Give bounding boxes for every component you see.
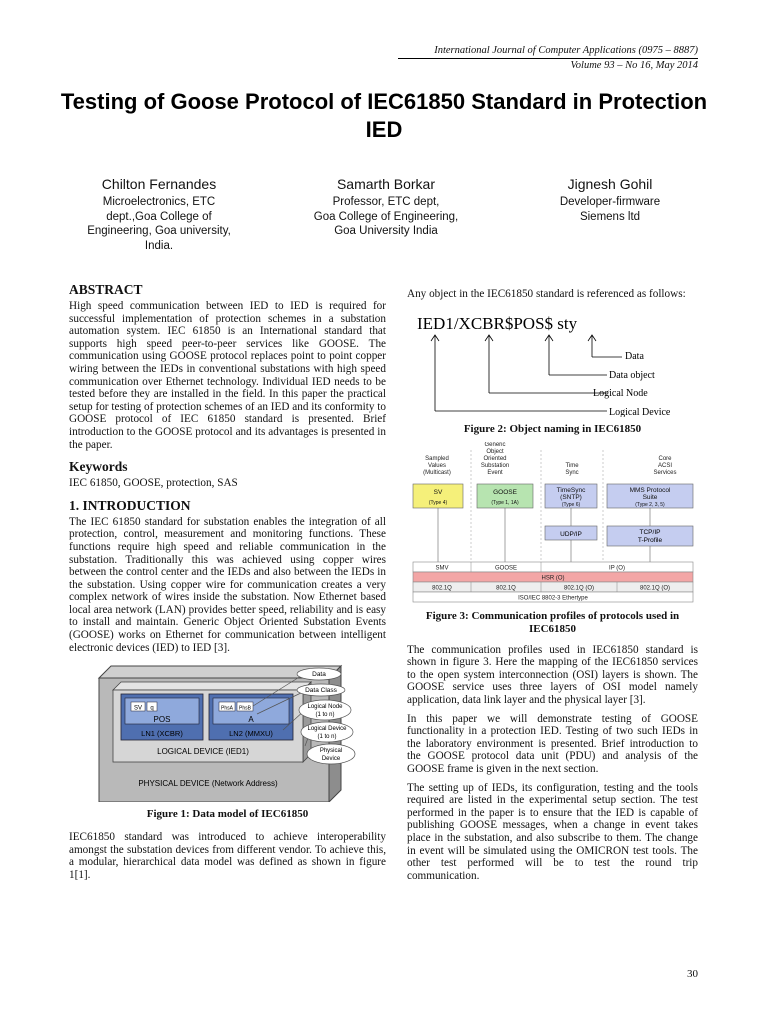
fig3-top-core-3: Services	[653, 469, 677, 476]
right-column	[407, 288, 698, 888]
object-reference-intro: Any object in the IEC61850 standard is referenced as follows:	[407, 288, 686, 300]
page-number: 30	[687, 968, 698, 980]
fig3-top-time-2: Sync	[565, 469, 579, 476]
fig1-label-phsb: PhsB	[238, 705, 251, 712]
fig3-box-sv-type: (Type 4)	[428, 499, 448, 506]
left-column	[69, 282, 386, 888]
abstract-text: High speed communication between IED to IED is required for successful implementation of protection schemes in a substation automation system. IEC 61850 is an International standard that supports high speed peer-to-peer services like GOOSE. The communication using GOOSE protocol replaces point to point copper wiring between the IEDs in conventional substations with high speed communication over Ethernet technology. Individual IED needs to be tested before they are installed in the field. In this paper the practical setup for testing of protection schemes of an IED and its conformity to GOOSE protocol of IEC 61850 standard is presented. Brief introduction to the GOOSE protocol and its advantages is presented in the paper.	[69, 300, 386, 451]
fig3-box-timesync: TimeSync	[556, 486, 586, 494]
figure-2-caption: Figure 2: Object naming in IEC61850	[463, 422, 642, 435]
author-affiliation-line: Engineering, Goa university,	[87, 225, 231, 237]
fig3-top-core-2: ACSI	[657, 462, 673, 469]
fig3-layer-ip: IP (O)	[609, 565, 625, 572]
fig3-box-mms-type: (Type 2, 3, 5)	[635, 501, 665, 508]
fig1-callout-1-to-n-a: (1 to n)	[314, 712, 335, 719]
fig3-layer-goose: GOOSE	[494, 565, 518, 572]
fig1-label-phsa: PhsA	[220, 705, 233, 712]
author-affiliation-line: Professor, ETC dept,	[332, 196, 440, 208]
fig3-box-tprofile: T-Profile	[637, 536, 663, 544]
author-1	[60, 175, 258, 253]
fig1-callout-data: Data	[311, 671, 326, 679]
fig1-label-ln1: LN1 (XCBR)	[140, 729, 183, 739]
author-affiliation-line: Goa College of Engineering,	[313, 210, 459, 223]
author-name: Samarth Borkar	[336, 176, 436, 192]
keywords-heading: Keywords	[69, 459, 128, 475]
body-paragraph: The communication profiles used in IEC61850 standard is shown in figure 3. Here the mapping of the IEC61850 services to the open system interconnection (OSI) layers is shown. The GOOSE service uses three layers of OSI model namely application, data link layer and the physical layer [3].	[407, 643, 698, 706]
fig2-reference-string: IED1/XCBR$POS$ sty	[417, 313, 578, 333]
body-paragraph: The setting up of IEDs, its configuration, testing and the tools required are listed in the experimental setup section. The test performed in the paper is to ensure that the IED is capable of publishing GOOSE messages, when a change in event takes place in the substation, and also subscribe to them. The change in event will be simulated using the OMICRON test tools. The other test performed will be to test the round trip communication.	[407, 781, 698, 882]
fig3-layer-q4: 802.1Q (O)	[639, 585, 671, 592]
fig2-label-data-object: Data object	[609, 369, 655, 381]
author-2	[288, 175, 484, 239]
fig1-callout-logical-device: Logical Device	[306, 726, 347, 733]
fig3-layer-q3: 802.1Q (O)	[563, 585, 595, 592]
fig1-label-pos: POS	[153, 715, 170, 725]
fig2-label-logical-node: Logical Node	[593, 387, 648, 399]
author-affiliation-line: dept.,Goa College of	[106, 210, 212, 223]
fig3-box-sv: SV	[433, 488, 443, 496]
author-name: Jignesh Gohil	[567, 176, 653, 192]
fig3-top-goose-4: Substation	[480, 462, 510, 469]
fig1-callout-logical-node: Logical Node	[306, 704, 343, 711]
fig1-label-q: q	[149, 705, 154, 712]
abstract-heading: ABSTRACT	[69, 282, 143, 297]
figure-1-caption: Figure 1: Data model of IEC61850	[146, 808, 309, 821]
fig3-top-time-1: Time	[565, 462, 579, 469]
figure-1-data-model	[93, 662, 363, 802]
fig2-label-logical-device: Logical Device	[609, 406, 671, 417]
journal-volume: Volume 93 – No 16, May 2014	[570, 60, 698, 71]
fig3-box-udp: UDP/IP	[560, 530, 582, 538]
author-affiliation-line: Developer-firmware	[559, 196, 661, 208]
fig3-layer-smv: SMV	[435, 565, 449, 572]
fig3-top-sampled-1: Sampled	[425, 455, 449, 462]
fig3-layer-q1: 802.1Q	[432, 585, 452, 592]
journal-header	[398, 44, 698, 72]
fig3-top-core-1: Core	[658, 455, 672, 462]
fig3-top-goose-3: Oriented	[483, 455, 507, 462]
fig1-label-sv: SV	[133, 705, 142, 712]
fig1-label-ln2: LN2 (MMXU)	[228, 729, 273, 739]
fig3-box-sntp: (SNTP)	[560, 493, 582, 501]
fig2-label-data: Data	[625, 350, 644, 362]
fig3-layer-ethertype: ISO/IEC 8802-3 Ethertype	[518, 595, 588, 602]
author-affiliation-line: Goa University India	[334, 225, 438, 237]
fig3-layer-hsr: HSR (O)	[541, 575, 565, 582]
keywords-text: IEC 61850, GOOSE, protection, SAS	[69, 477, 238, 490]
body-paragraph: In this paper we will demonstrate testing of GOOSE functionality in a protection IED. Testing of two such IEDs in the laboratory environment is presented. Brief introduction to the GOOSE protocol data unit (PDU) and analysis of the GOOSE frame is given in the next section.	[407, 712, 698, 775]
author-affiliation-line: Microelectronics, ETC	[102, 196, 216, 208]
fig1-callout-device: Device	[321, 756, 340, 763]
fig1-callout-physical: Physical	[319, 748, 342, 755]
author-affiliation-line: India.	[144, 239, 174, 252]
fig3-layer-q2: 802.1Q	[496, 585, 516, 592]
journal-name: International Journal of Computer Applications (0975 – 8887)	[434, 45, 698, 56]
paper-title: Testing of Goose Protocol of IEC61850 Standard in Protection IED	[60, 89, 708, 142]
fig3-top-sampled-2: Values	[428, 462, 446, 469]
fig1-callout-data-class: Data Class	[304, 687, 337, 695]
introduction-heading: 1. INTRODUCTION	[69, 497, 191, 513]
fig1-label-physical-device: PHYSICAL DEVICE (Network Address)	[137, 779, 278, 789]
fig3-box-mms: MMS Protocol	[629, 486, 671, 494]
after-figure-1-text: IEC61850 standard was introduced to achieve interoperability amongst the substation devices from different vendor. To achieve this, a modular, hierarchical data model was defined as shown in figure 1[1].	[69, 831, 386, 882]
introduction-text: The IEC 61850 standard for substation enables the integration of all protection, control, measurement and monitoring functions. These functions require high speed and reliable communication in the substation. Traditionally this was achieved using copper wires between the control center and the IEDs and also between the IEDs in the substation. Using copper wire for communication creates a very complex network of wires inside the substation. Now Ethernet based local area network (LAN) provides better speed, reliability and is easy to install and maintain. Generic Object Oriented Substation Events (GOOSE) works on Ethernet for communication between intelligent electronic devices (IED) to IED [3].	[69, 515, 386, 654]
fig3-box-goose: GOOSE	[493, 488, 517, 496]
fig1-label-a: A	[247, 715, 254, 725]
fig3-top-goose-1: Generic	[484, 441, 506, 448]
author-name: Chilton Fernandes	[101, 176, 217, 192]
fig3-top-goose-5: Event	[487, 469, 503, 476]
fig1-label-logical-device: LOGICAL DEVICE (IED1)	[156, 747, 249, 757]
figure-2-object-naming	[407, 307, 698, 417]
figure-3-communication-profiles	[407, 442, 698, 604]
fig3-box-goose-type: (Type 1, 1A)	[491, 499, 519, 506]
fig3-box-ts-type: (Type 6)	[561, 501, 581, 508]
author-affiliation-line: Siemens ltd	[579, 210, 641, 223]
fig3-box-suite: Suite	[642, 493, 658, 501]
figure-3-caption: Figure 3: Communication profiles of protocols used in IEC61850	[425, 609, 680, 635]
fig3-box-tcp: TCP/IP	[639, 528, 661, 536]
fig1-callout-1-to-n-b: (1 to n)	[316, 734, 337, 741]
author-3	[510, 175, 710, 224]
fig3-top-sampled-3: (Multicast)	[423, 469, 451, 476]
fig3-top-goose-2: Object	[486, 448, 504, 455]
